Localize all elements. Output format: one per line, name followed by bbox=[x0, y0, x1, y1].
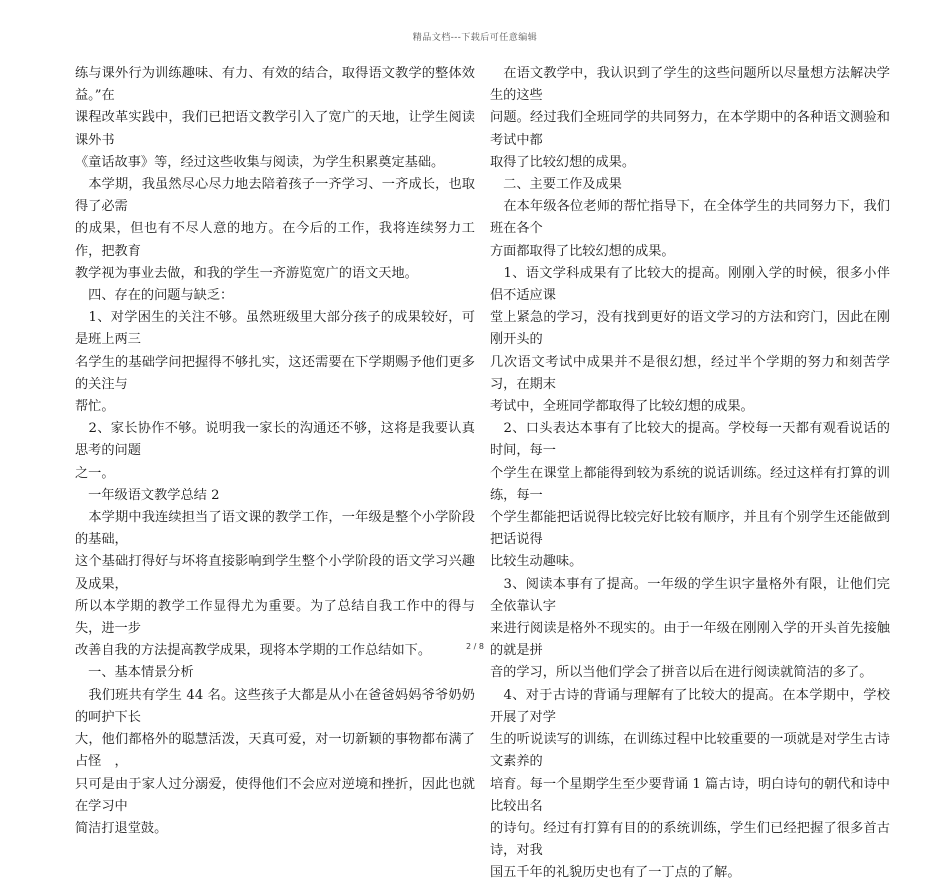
text-line: 这个基础打得好与坏将直接影响到学生整个小学阶段的语文学习兴趣及成果， bbox=[75, 554, 475, 592]
text-line: 所以本学期的教学工作显得尤为重要。为了总结自我工作中的得与失，进一步 bbox=[75, 598, 475, 637]
text-line: 个学生都能把话说得比较完好比较有顺序，并且有个别学生还能做到把话说得 bbox=[490, 510, 890, 548]
text-line: 的诗句。经过有打算有目的的系统训练，学生们已经把握了很多首古诗，对我 bbox=[490, 820, 890, 859]
page-header: 精品文档---下载后可任意编辑 bbox=[412, 33, 538, 43]
text-line: 四、存在的问题与缺乏： bbox=[75, 288, 234, 304]
text-line: 音的学习，所以当他们学会了拼音以后在进行阅读就简洁的多了。 bbox=[490, 665, 873, 681]
text-line: 取得了比较幻想的成果。 bbox=[490, 154, 636, 170]
text-line: 大，他们都格外的聪慧活泼，天真可爱，对一切新颖的事物都布满了占怪 ， bbox=[75, 732, 475, 770]
text-line: 一、基本情景分析 bbox=[75, 665, 194, 681]
text-line: 来进行阅读是格外不现实的。由于一年级在刚刚入学的开头首先接触的就是拼 bbox=[490, 621, 890, 659]
right-column bbox=[490, 63, 890, 885]
text-line: 课程改革实践中，我们已把语文教学引入了宽广的天地，让学生阅读课外书 bbox=[75, 110, 475, 148]
text-line: 考试中，全班同学都取得了比较幻想的成果。 bbox=[490, 399, 754, 415]
page-number: 2 / 8 bbox=[466, 642, 484, 651]
text-line: 名学生的基础学问把握得不够扎实，这还需要在下学期赐予他们更多的关注与 bbox=[75, 354, 475, 392]
text-line: 3、阅读本事有了提高。一年级的学生识字量格外有限，让他们完全依靠认字 bbox=[490, 576, 890, 614]
text-line: 二、主要工作及成果 bbox=[490, 177, 622, 193]
text-line: 改善自我的方法提高教学成果，现将本学期的工作总结如下。 bbox=[75, 643, 432, 659]
text-line: 4、对于古诗的背诵与理解有了比较大的提高。在本学期中，学校开展了对学 bbox=[490, 687, 890, 725]
text-line: 在本年级各位老师的帮忙指导下，在全体学生的共同努力下，我们班在各个 bbox=[490, 199, 890, 237]
text-line: 方面都取得了比较幻想的成果。 bbox=[490, 243, 675, 259]
text-line: 教学视为事业去做，和我的学生一齐游览宽广的语文天地。 bbox=[75, 265, 418, 281]
text-line: 个学生在课堂上都能得到较为系统的说话训练。经过这样有打算的训练，每一 bbox=[490, 465, 890, 503]
text-line: 只可是由于家人过分溺爱，使得他们不会应对逆境和挫折，因此也就在学习中 bbox=[75, 776, 475, 814]
text-line: 的成果，但也有不尽人意的地方。在今后的工作，我将连续努力工作，把教育 bbox=[75, 221, 475, 259]
text-line: 《童话故事》等，经过这些收集与阅读，为学生积累奠定基础。 bbox=[75, 154, 445, 170]
text-line: 1、语文学科成果有了比较大的提高。刚刚入学的时候，很多小伴侣不适应课 bbox=[490, 265, 890, 304]
text-line: 几次语文考试中成果并不是很幻想，经过半个学期的努力和刻苦学习，在期末 bbox=[490, 354, 890, 392]
text-line: 一年级语文教学总结 2 bbox=[75, 487, 220, 503]
text-line: 2、家长协作不够。说明我一家长的沟通还不够，这将是我要认真思考的问题 bbox=[75, 421, 475, 459]
text-line: 2、口头表达本事有了比较大的提高。学校每一天都有观看说话的时间，每一 bbox=[490, 421, 890, 459]
text-line: 比较生动趣味。 bbox=[490, 554, 583, 570]
text-line: 国五千年的礼貌历史也有了一丁点的了解。 bbox=[490, 865, 741, 881]
text-line: 帮忙。 bbox=[75, 399, 115, 415]
left-column bbox=[75, 63, 475, 840]
text-line: 本学期，我虽然尽心尽力地去陪着孩子一齐学习、一齐成长，也取得了必需 bbox=[75, 177, 475, 215]
text-line: 生的听说读写的训练，在训练过程中比较重要的一项就是对学生古诗文素养的 bbox=[490, 732, 890, 770]
text-line: 问题。经过我们全班同学的共同努力，在本学期中的各种语文测验和考试中都 bbox=[490, 110, 890, 148]
text-line: 1、对学困生的关注不够。虽然班级里大部分孩子的成果较好，可是班上两三 bbox=[75, 310, 475, 348]
text-line: 简洁打退堂鼓。 bbox=[75, 820, 168, 836]
text-line: 在语文教学中，我认识到了学生的这些问题所以尽量想方法解决学生的这些 bbox=[490, 66, 890, 104]
text-line: 本学期中我连续担当了语文课的教学工作，一年级是整个小学阶段的基础， bbox=[75, 510, 475, 548]
text-line: 堂上紧急的学习，没有找到更好的语文学习的方法和窍门，因此在刚刚开头的 bbox=[490, 310, 890, 348]
text-line: 练与课外行为训练趣味、有力、有效的结合，取得语文教学的整体效益。”在 bbox=[75, 66, 475, 104]
text-line: 培育。每一个星期学生至少要背诵 1 篇古诗，明白诗句的朝代和诗中比较出名 bbox=[490, 776, 890, 814]
text-line: 之一。 bbox=[75, 465, 115, 481]
text-line: 我们班共有学生 44 名。这些孩子大都是从小在爸爸妈妈爷爷奶奶的呵护下长 bbox=[75, 687, 475, 725]
